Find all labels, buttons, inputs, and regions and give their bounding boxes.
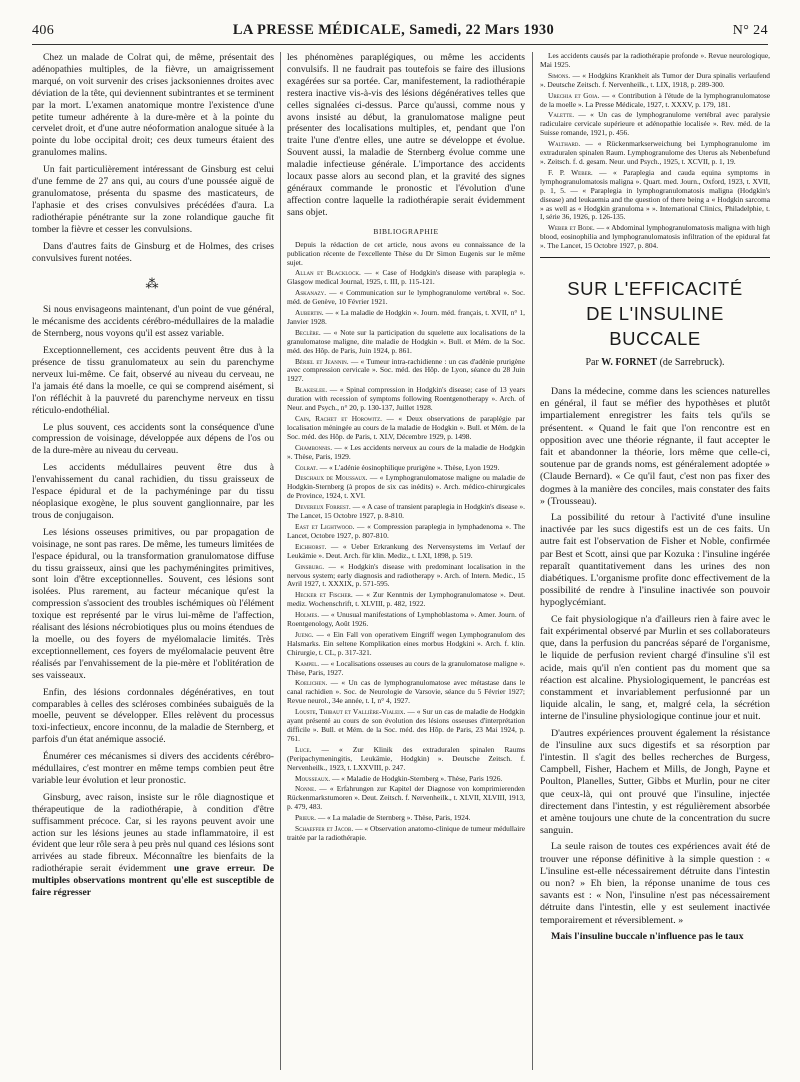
issue-number: N° 24 <box>732 23 768 38</box>
bibliography-list-continued <box>540 52 770 251</box>
bibliography-entry <box>540 92 770 110</box>
bibliography-entry <box>287 289 525 307</box>
reference-text: — « Hodgkin's disease with predominant localisation in the nervous system; early diagnosis and radiotherapy ». Arch. of Intern. Medic., 15 Avril 1927, t. XXXIX, p. 571-595. <box>287 561 525 589</box>
reference-text: — « Hodgkins Krankheit als Tumor der Dura spinalis verlaufend ». Deutsche Zeitsch. f. Nervenheilk., t. LIX, 1918, p. 289-300. <box>540 70 770 89</box>
paragraph: Dans la médecine, comme dans les sciences naturelles en général, il faut se méfier des hypothèses et plutôt impartialement enregistrer les faits tels qu'ils se présentent. « Quand le fait que l'on rencontre est en opposition avec une théorie régnante, il faut accepter le fait et abandonner la théorie, lors même que celle-ci, soutenue par de grands noms, est généralement adoptée » (Claude Bernard). « Ce qu'il faut, c'est non pas fixer des dogmes à la manière des conciles, mais constater des faits » (Trousseau). <box>540 386 770 507</box>
reference-author: Deschaux de Moussaux. <box>295 473 368 483</box>
reference-text: — « Maladie de Hodgkin-Sternberg ». Thèse, Paris 1926. <box>330 773 503 783</box>
reference-author: Chambonnis. <box>295 442 333 452</box>
column-1 <box>32 52 274 1072</box>
paragraph: Chez un malade de Colrat qui, de même, présentait des adénopathies multiples, de la fièvre, un amaigrissement marqué, on voit survenir des crises jacksoniennes droites avec déviation de la tête, qui deviennent subintrantes et se terminent par la mort. L'examen anatomique montre l'existence d'une petite tumeur adhérente à la dure-mère et à la pointe du cervelet droit, et d'une autre néoformation analogue située à la pointe du lobe occipital droit; ces deux tumeurs étaient des granulomes malins. <box>32 52 274 159</box>
reference-text: — « Ein Fall von operativem Eingriff wegen Lymphogranulom des Halsmarks. Ein seltene Komplikation eines morbus Hodgkini ». Arch. f. klin. Chirurgie, t. CL, p. 317-321. <box>287 629 525 657</box>
article-rule <box>540 257 770 258</box>
paragraph: La possibilité du retour à l'activité d'une insuline inactivée par les sucs digestifs est un de ces faits. Un autre fait est l'observation de Fisher et Noble, confirmée par Best et Scott, ainsi que par Kozuka : l'insuline ingérée reparaît quantitativement dans les urines des non diabétiques. L'organisme profite donc effectivement de la possibilité de rendre à l'insuline inactivée son pouvoir hypoglycémiant. <box>540 512 770 609</box>
reference-text: — « L'adénie éosinophilique prurigène ». Thèse, Lyon 1929. <box>317 462 500 472</box>
reference-text: — « Ueber Erkrankung des Nervensystems im Verlauf der Leukämie ». Deut. Arch. für klin. Mediz., t. LXI, 1898, p. 519. <box>287 541 525 560</box>
bibliography-entry <box>540 169 770 222</box>
article-title-line: SUR L'EFFICACITÉ <box>567 278 743 300</box>
reference-author: Mousseaux. <box>295 773 331 783</box>
article-title-line: DE L'INSULINE BUCCALE <box>586 303 724 350</box>
column-divider <box>532 52 533 1070</box>
reference-text: — « Communication sur le lymphogranulome vertébral ». Soc. méd. de Genève, 10 Février 1921. <box>287 288 525 307</box>
bibliography-entry <box>287 503 525 521</box>
article-title <box>540 276 770 351</box>
column-3 <box>540 52 770 1072</box>
bibliography-entry <box>287 563 525 590</box>
reference-text: — « Case of Hodgkin's disease with paraplegia ». Glasgow medical Journal, 1925, t. III, p. 115-121. <box>287 268 525 287</box>
bibliography-entry <box>287 746 525 773</box>
bibliography-entry <box>540 140 770 167</box>
bibliography-entry <box>287 631 525 658</box>
paragraph-text: Ginsburg, avec raison, insiste sur le rôle diagnostique et thérapeutique de la radiothérapie, à condition d'être suffisamment précoce. Car, si les rayons peuvent avoir une action sur les lésions jeunes au stade inflammatoire, il est évident que leur rôle sera à peu près nul quand ces lésions sont arrivées au stade fibreux. Méconnaître les bienfaits de la radiothérapie serait évidemment <box>32 791 274 875</box>
bibliography-entry <box>540 72 770 90</box>
byline-prefix: Par <box>585 357 602 369</box>
reference-text: — « Compression paraplegia in lymphadenoma ». The Lancet, Octobre 1927, p. 807-810. <box>287 521 525 540</box>
bold-text: une grave erreur. De multiples observations montrent qu'elle est susceptible de faire régresser <box>32 863 274 899</box>
bibliography-heading: BIBLIOGRAPHIE <box>373 226 439 236</box>
reference-text: — « A case of transient paraplegia in Hodgkin's disease ». The Lancet, 15 Octobre 1927, p. 8-810. <box>287 502 525 521</box>
page-number: 406 <box>32 23 55 38</box>
byline <box>540 357 770 368</box>
header-rule <box>32 44 768 45</box>
bibliography-entry <box>287 543 525 561</box>
reference-author: Schaeffer et Jacob. <box>295 824 354 834</box>
reference-text: — « Unusual manifestations of Lymphoblastoma ». Amer. Journ. of Roentgenology, Août 1926. <box>287 610 525 629</box>
reference-text: — « Lymphogranulomatose maligne ou maladie de Hodgkin-Sternberg (à propos de six cas inédits) ». Arch. médico-chirurgicales de Province, 1924, t. XVI. <box>287 473 525 501</box>
reference-author: Luce. <box>295 744 312 754</box>
article-body <box>540 386 770 943</box>
paragraph: Un fait particulièrement intéressant de Ginsburg est celui d'une femme de 27 ans qui, au cours d'une poussée aiguë de granulomatose, présenta du spasme des masticateurs, de l'aphasie et des crises convulsives précédées d'aura. La radiothérapie pénétrante sur la zone rolandique gauche fit tomber la fièvre et cesser les convulsions. <box>32 164 274 235</box>
bibliography-entry <box>287 785 525 812</box>
reference-author: Colrat. <box>295 462 318 472</box>
reference-author: Beclère. <box>295 327 321 337</box>
bibliography-list <box>287 241 525 843</box>
reference-author: Aubertin. <box>295 308 324 318</box>
journal-title: LA PRESSE MÉDICALE, Samedi, 22 Mars 1930 <box>232 22 555 38</box>
paragraph: Exceptionnellement, ces accidents peuvent être dus à la présence de tissu granulomateux au sein du parenchyme nerveux lui-même. Ce fait, observé au niveau du cerveau, ne l'a jamais été dans la moelle, ce qui se comprend aisément, si l'on réfléchit à la pauvreté du parenchyme nerveux en tissu réticulo-endothélial. <box>32 345 274 416</box>
paragraph: La seule raison de toutes ces expériences avait été de trouver une réponse définitive à la simple question : « L'insuline est-elle nécessairement détruite dans l'intestin ou non? » Eh bien, la réponse unanime de tous ces savants est : « Non, l'insuline n'est pas nécessairement détruite dans l'intestin, elle y est seulement inactivée temporairement et réversiblement. » <box>540 841 770 926</box>
paragraph: Mais l'insuline buccale n'influence pas le taux <box>551 930 744 942</box>
reference-author: Askanazy. <box>295 288 327 298</box>
reference-text: — « Spinal compression in Hodgkin's disease; case of 13 years duration with recession of symptoms following Roentgenotherapy ». Arch. of Neur. and Psych., n° 20, p. 130-137, Juillet 1928. <box>287 385 525 413</box>
reference-author: Koelichen. <box>295 678 328 688</box>
reference-author: Ginsburg. <box>295 561 325 571</box>
reference-author: Prieur. <box>295 813 316 823</box>
paragraph: Les lésions osseuses primitives, ou par propagation de voisinage, ne sont pas rares. De même, les tumeurs limitées de l'espace épidural, ou la transformation granulomatose diffuse du tissu graisseux, ainsi que les pachyméningites primitives, sont loin d'être exceptionnelles. Souvent, ces lésions sont isolées. Plus rarement, au facteur mécanique qu'est la compression s'associent des troubles ischémiques où l'élément toxique est représenté par le virus lui-même de l'affection, réalisant des lésions nécrobiotiques plus ou moins étendues de la moelle, ou des foyers de myélomalacie limités. Très exceptionnellement, ces foyers de myélomalacie peuvent être réalisés par l'envahissement de la pie-mère et l'oblitération de ses vaisseaux. <box>32 526 274 681</box>
reference-author: Valette. <box>548 110 575 120</box>
reference-author: Simons. <box>548 70 571 80</box>
bibliography-entry <box>287 708 525 744</box>
bibliography-entry <box>287 523 525 541</box>
reference-text: — « Tumeur intra-rachidienne : un cas d'adénie prurigène avec compression cervicale ». Soc. méd. des Hôp. de Lyon, séance du 28 Juin 1927. <box>287 356 525 384</box>
reference-author: Holmes. <box>295 610 320 620</box>
paragraph: les phénomènes paraplégiques, ou même les accidents convulsifs. Il ne faudrait pas toutefois se faire des illusions exagérées sur sa portée. Car, manifestement, la radiothérapie restera inactive vis-à-vis des lésions dégénératives telles que celles signalées ci-dessus. Parce qu'aussi, comme nous y avons insisté au début, la granulomatose maligne peut présenter des localisations multiples, et, pendant que l'on traite l'une d'entre elles, une autre se développe et évolue. Souvent aussi, la maladie de Sternberg évolue comme une maladie infectieuse générale. L'importance des accidents locaux passe alors au second plan, et la gravité des signes généraux commande le pronostic et l'évolution d'une affection contre laquelle la radiothérapie serait évidemment sans objet. <box>287 52 525 218</box>
bibliography-entry <box>287 775 525 784</box>
bibliography-entry <box>287 241 525 268</box>
reference-text: Les accidents causés par la radiothérapie profonde ». Revue neurologique, Mai 1925. <box>540 52 770 69</box>
reference-text: — « Un cas de lymphogranulomatose avec métastase dans le canal rachidien ». Soc. de Neurologie de Varsovie, séance du 5 Février 1927; Revue neurol., 34e année, t. I, n° 4, 1927. <box>287 678 525 706</box>
reference-text: — « Erfahrungen zur Kapitel der Diagnose von komprimierenden Rückenmarkstumoren ». Deut. Zeitsch. f. Nervenheilk., t. XLVII, XLVIII, 1913, p. 479, 483. <box>287 784 525 812</box>
paragraph <box>32 792 274 899</box>
bibliography-entry <box>540 224 770 251</box>
reference-author: Bériel et Jeannin. <box>295 356 349 366</box>
bibliography-entry <box>287 660 525 678</box>
reference-author: Eichhorst. <box>295 541 327 551</box>
byline-suffix: (de Sarrebruck). <box>657 357 725 369</box>
section-separator: ⁂ <box>145 276 161 292</box>
reference-author: F. P. Weber. <box>548 167 593 177</box>
paragraph: D'autres expériences prouvent également la résistance de l'insuline aux sucs digestifs et sa résorption par l'intestin. Il s'agit des belles recherches de Burgess, Campbell, Fisher, Hachem et Mills, de Jongh, Payne et Poulton, Planelles, Sutter, Gibbs et Murlin, pour ne citer que ceux-là, qui ont prouvé que l'insuline, injectée directement dans l'intestin, y est régulièrement absorbée et amène toujours une chute de la concentration du sucre sanguin. <box>540 727 770 837</box>
bibliography-entry <box>540 111 770 138</box>
reference-text: — « Les accidents nerveux au cours de la maladie de Hodgkin ». Thèse, Paris, 1929. <box>287 442 525 461</box>
column-divider <box>280 52 281 1070</box>
reference-author: Jueng. <box>295 629 314 639</box>
bibliography-entry <box>287 825 525 843</box>
reference-author: Devereux Forrest. <box>295 502 351 512</box>
bibliography-entry <box>287 415 525 442</box>
paragraph: Dans d'autres faits de Ginsburg et de Holmes, des crises convulsives furent notées. <box>32 240 274 264</box>
reference-text: — « Localisations osseuses au cours de la granulomatose maligne ». Thèse, Paris, 1927. <box>287 658 525 677</box>
reference-text: — « Observation anatomo-clinique de tumeur médullaire traitée par la radiothérapie. <box>287 824 525 842</box>
reference-text: — « La maladie de Hodgkin ». Journ. méd. français, t. XVII, n° 1, Janvier 1928. <box>287 308 525 326</box>
reference-text: — « Paraplegia and cauda equina symptoms in lymphogranulomatosis maligna ». Quart. med. Journ., Oxford, 1923, t. XVII, p. 1, 5. — « Paraplegia in lymphogranulomatosis maligna (Hodgkin's disease) and leukaemia and the question of there being a « Hodgkin sarcoma » as well as « Hodgkin granuloma » ». International Clinics, Philadelphie, t. I, série 36, 1926, p. 126-135. <box>540 167 770 222</box>
reference-text: — « Sur un cas de maladie de Hodgkin ayant présenté au cours de son évolution des lésions osseuses d'interprétation difficile ». Bull. et Mém. de la Soc. méd. des Hôp. de Paris, 23 Mai 1924, p. 761. <box>287 707 525 743</box>
bibliography-entry <box>540 52 770 70</box>
bibliography-entry <box>287 591 525 609</box>
reference-text: — « Zur Kenntnis der Lymphogranulomatose ». Deut. mediz. Wochenschrift, t. XLVIII, p. 482, 1922. <box>287 590 525 609</box>
reference-text: — « Note sur la participation du squelette aux localisations de la granulomatose maligne, dite maladie de Hodgkin ». Bull. et Mém. de la Soc. méd. des Hôp. de Paris, Juin 1924, p. 861. <box>287 327 525 355</box>
reference-text: — « Contribution à l'étude de la lymphogranulomatose de la moelle ». La Presse Médicale, 1927, t. XXXV, p. 179, 181. <box>540 90 770 109</box>
bibliography-entry <box>287 329 525 356</box>
reference-author: Nonne. <box>295 784 317 794</box>
paragraph: Énumérer ces mécanismes si divers des accidents cérébro-médullaires, c'est montrer en même temps combien peut être variable leur évolution et leur pronostic. <box>32 751 274 786</box>
reference-text: — « Abdominal lymphogranulomatosis maligna with high blood, eosinophilia and lymphogranulomatosis infiltration of the epidural fat ». The Lancet, 15 Octobre 1927, p. 804. <box>540 223 770 251</box>
bibliography-entry <box>287 679 525 706</box>
column-2 <box>287 52 525 1072</box>
bibliography-entry <box>287 358 525 385</box>
paragraph: Enfin, des lésions cordonnales dégénératives, en tout comparables à celles des scléroses combinées subaiguës de la moelle, peuvent se développer. Elles relèvent du processus toxi-infectieux, encore inconnu, de la maladie de Sternberg, et parfois d'un état anémique associé. <box>32 686 274 746</box>
byline-author: W. FORNET <box>601 357 658 369</box>
reference-text: — « Zur Klinik des extraduralen spinalen Raums (Peripachymeningitis, Leukämie, Hodgkin) ». Deutsche Zeitsch. f. Nervenheilk., 1923, t. LXXVIII, p. 247. <box>287 744 525 772</box>
reference-author: Hecker et Fischer. <box>295 590 353 600</box>
bibliography-entry <box>287 474 525 501</box>
bibliography-entry <box>287 814 525 823</box>
bibliography-entry <box>287 444 525 462</box>
bibliography-entry <box>287 611 525 629</box>
bibliography-entry <box>287 269 525 287</box>
reference-text: — « La maladie de Sternberg ». Thèse, Paris, 1924. <box>315 813 471 823</box>
reference-author: East et Lightwood. <box>295 521 355 531</box>
reference-author: Walthard. <box>548 139 581 149</box>
reference-author: Louste, Thibaut et Vallière-Vialeix. <box>295 707 406 717</box>
bibliography-entry <box>287 464 525 473</box>
paragraph: Si nous envisageons maintenant, d'un point de vue général, le mécanisme des accidents cérébro-médullaires de la maladie de Sternberg, nous voyons qu'il est assez variable. <box>32 304 274 340</box>
reference-text: — « Un cas de lymphogranulome vertébral avec paralysie radiculaire cervicale supérieure et adénopathie localisée ». Rev. méd. de la Suisse romande, 1921, p. 456. <box>540 110 770 138</box>
reference-text: — « Rückenmarkserweichung bei Lymphogranulome im extraduralen spinalen Raum. Lymphogranulome des Uterus als Nebenbefund ». Zeitsch. f. d. gesam. Neur. und Psych., 1925, t. XCVII, p. 1, 19. <box>540 139 770 166</box>
reference-text: — « Deux observations de paraplégie par localisation méningée au cours de la maladie de Hodgkin ». Bull. et Mém. de la Soc. méd. des Hôp. de Paris, t. XLV, Décembre 1929, p. 1498. <box>287 414 525 441</box>
paragraph: Ce fait physiologique n'a d'ailleurs rien à faire avec le fait expérimental observé par Murlin et ses collaborateurs que, dans la perfusion du pancréas séparé de l'organisme, le liquide de perfusion revient chargé d'insuline s'il est acide, mais qu'il n'en contient pas du moment que sa réaction est alcaline. Physiologiquement, le pancréas est constamment et invariablement perfusionné par un liquide alcalin, le sang, et, malgré cela, la sécrétion interne de l'insuline physiologique continue jour et nuit. <box>540 613 770 723</box>
reference-author: Urechia et Goia. <box>548 90 600 100</box>
reference-author: Weber et Bode. <box>548 223 595 233</box>
paragraph: Les accidents médullaires peuvent être dus à l'envahissement du canal rachidien, du tissu graisseux de l'espace épidural et de la pachyméninge par du tissu néoplasique exogène, le plus souvent ganglionnaire, par les trous de conjugaison. <box>32 462 274 521</box>
reference-author: Kampel. <box>295 658 320 668</box>
reference-author: Blakeslee. <box>295 385 328 395</box>
reference-text: Depuis la rédaction de cet article, nous avons eu connaissance de la publication récente de l'excellente Thèse du Dr Simon Eugenis sur le même sujet. <box>287 239 525 267</box>
page-header <box>32 22 768 42</box>
reference-author: Allan et Blacklock. <box>295 268 361 278</box>
bibliography-entry <box>287 386 525 413</box>
reference-author: Cain, Rachet et Horowitz. <box>295 414 383 423</box>
bibliography-entry <box>287 309 525 327</box>
paragraph: Le plus souvent, ces accidents sont la conséquence d'une compression de voisinage, développée aux dépens de l'os ou de la dure-mère au niveau du cerveau. <box>32 421 274 457</box>
